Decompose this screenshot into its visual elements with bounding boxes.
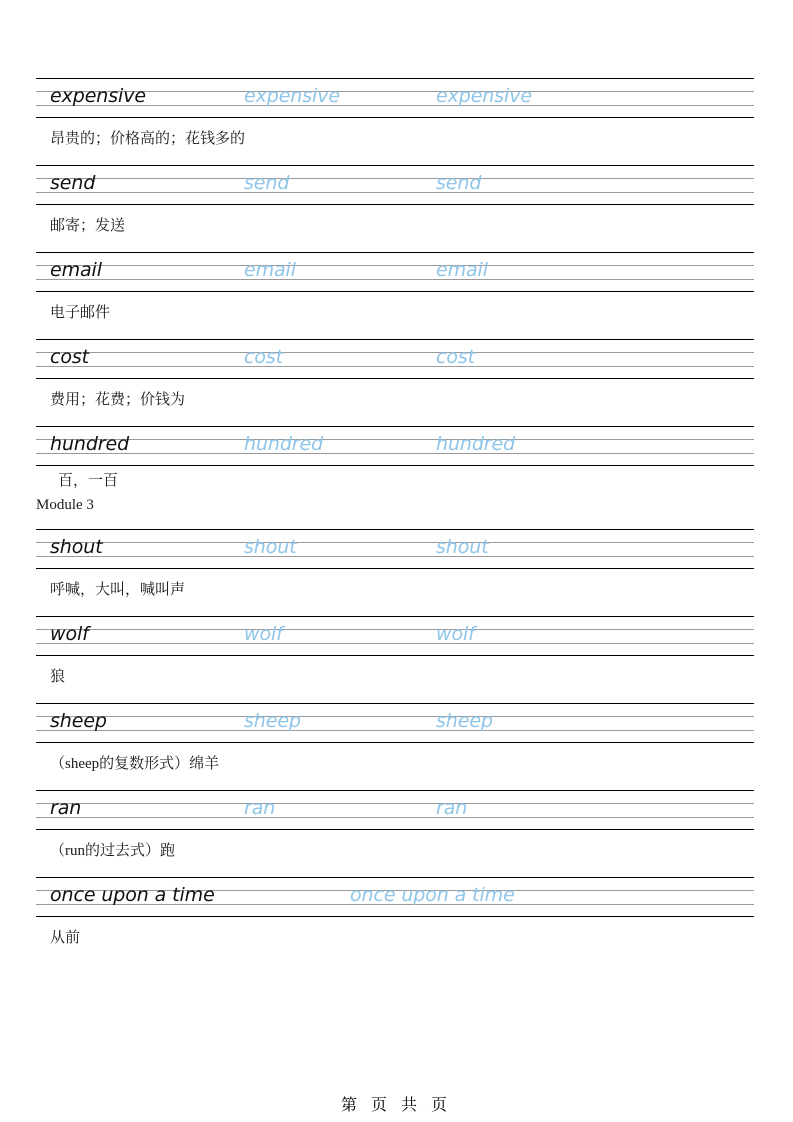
chinese-translation: 从前 [50, 930, 81, 946]
vocabulary-entry [36, 252, 754, 339]
chinese-translation: 狼 [50, 669, 66, 685]
handwriting-guide-lines [36, 703, 754, 743]
tracing-copy-2: expensive [436, 85, 532, 107]
vocabulary-entry [36, 426, 754, 529]
tracing-copy-1: shout [244, 536, 297, 558]
translation-strip [36, 656, 754, 703]
tracing-copy-1: ran [244, 797, 276, 819]
handwriting-guide-lines [36, 252, 754, 292]
chinese-translation: （sheep的复数形式）绵羊 [50, 756, 220, 772]
chinese-translation: 邮寄；发送 [50, 218, 126, 234]
module-heading: Module 3 [36, 497, 94, 513]
tracing-copy-1: cost [244, 346, 284, 368]
tracing-copy-2: send [436, 172, 482, 194]
tracing-copy-1: sheep [244, 710, 301, 732]
tracing-copy-1: once upon a time [350, 884, 515, 906]
translation-strip [36, 917, 754, 964]
word-row [36, 791, 754, 831]
chinese-translation: 昂贵的；价格高的；花钱多的 [50, 131, 246, 147]
tracing-copy-1: hundred [244, 433, 324, 455]
vocabulary-entry [36, 790, 754, 877]
tracing-copy-2: sheep [436, 710, 493, 732]
vocabulary-word: sheep [50, 710, 107, 732]
word-row [36, 253, 754, 293]
word-row [36, 166, 754, 206]
tracing-copy-2: hundred [436, 433, 516, 455]
translation-strip [36, 118, 754, 165]
word-row [36, 530, 754, 570]
vocabulary-entry [36, 616, 754, 703]
tracing-copy-1: email [244, 259, 296, 281]
vocabulary-entry [36, 529, 754, 616]
chinese-translation: 电子邮件 [50, 305, 111, 321]
tracing-copy-2: wolf [436, 623, 475, 645]
vocabulary-word: ran [50, 797, 82, 819]
handwriting-guide-lines [36, 78, 754, 118]
word-row [36, 878, 754, 918]
word-row [36, 617, 754, 657]
vocabulary-word: send [50, 172, 96, 194]
chinese-translation: （run的过去式）跑 [50, 843, 175, 859]
vocabulary-word: shout [50, 536, 103, 558]
vocabulary-word: email [50, 259, 102, 281]
translation-strip [36, 205, 754, 252]
vocabulary-entry [36, 339, 754, 426]
translation-strip [36, 569, 754, 616]
vocabulary-entry [36, 877, 754, 964]
vocabulary-entry [36, 78, 754, 165]
tracing-copy-2: email [436, 259, 488, 281]
translation-strip [36, 379, 754, 426]
tracing-copy-2: ran [436, 797, 468, 819]
tracing-copy-1: send [244, 172, 290, 194]
translation-strip [36, 466, 754, 529]
vocabulary-word: hundred [50, 433, 130, 455]
word-row [36, 704, 754, 744]
vocabulary-word: once upon a time [50, 884, 215, 906]
word-row [36, 340, 754, 380]
handwriting-guide-lines [36, 616, 754, 656]
chinese-translation: 百，一百 [58, 473, 119, 489]
word-row [36, 79, 754, 119]
chinese-translation: 费用；花费；价钱为 [50, 392, 186, 408]
chinese-translation: 呼喊，大叫，喊叫声 [50, 582, 186, 598]
handwriting-guide-lines [36, 165, 754, 205]
vocabulary-entry [36, 703, 754, 790]
word-row [36, 427, 754, 467]
vocabulary-entry-list [36, 78, 754, 964]
vocabulary-word: cost [50, 346, 90, 368]
handwriting-guide-lines [36, 790, 754, 830]
page-footer: 第 页 共 页 [340, 1097, 452, 1114]
vocabulary-entry [36, 165, 754, 252]
handwriting-guide-lines [36, 877, 754, 917]
handwriting-guide-lines [36, 426, 754, 466]
vocabulary-word: expensive [50, 85, 146, 107]
translation-strip [36, 743, 754, 790]
translation-strip [36, 292, 754, 339]
tracing-copy-1: wolf [244, 623, 283, 645]
tracing-copy-1: expensive [244, 85, 340, 107]
handwriting-guide-lines [36, 339, 754, 379]
handwriting-guide-lines [36, 529, 754, 569]
vocabulary-word: wolf [50, 623, 89, 645]
tracing-copy-2: cost [436, 346, 476, 368]
tracing-copy-2: shout [436, 536, 489, 558]
translation-strip [36, 830, 754, 877]
